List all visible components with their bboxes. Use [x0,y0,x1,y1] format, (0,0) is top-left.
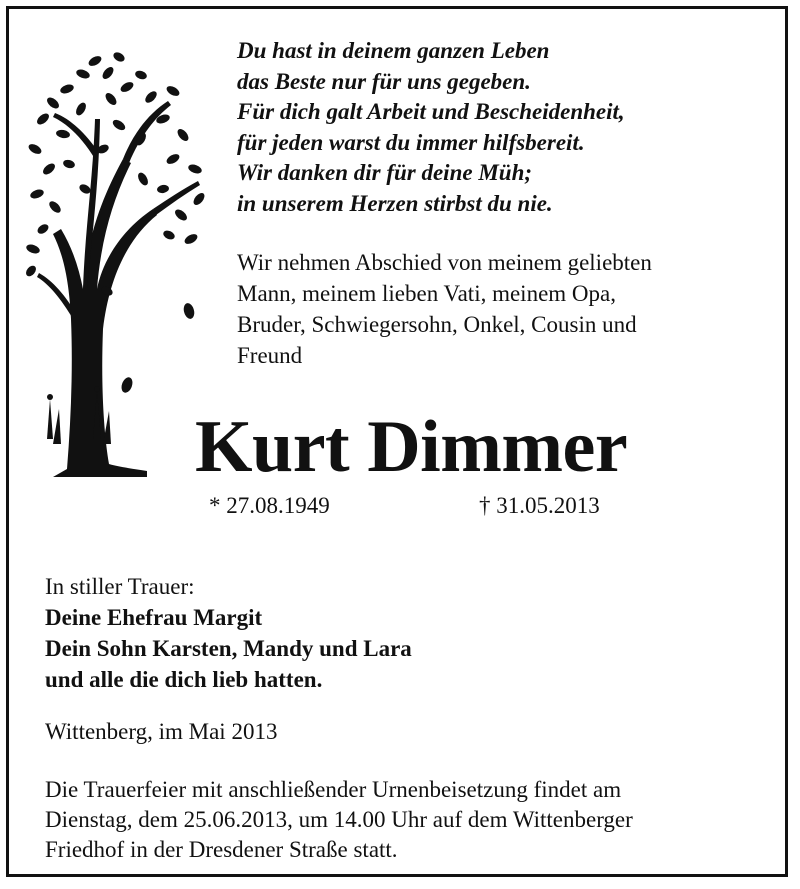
poem-line: für jeden warst du immer hilfsbereit. [237,129,585,155]
poem-line: Du hast in deinem ganzen Leben [237,38,550,63]
poem [237,36,777,219]
deceased-name: Kurt Dimmer [195,406,628,488]
tree-icon [23,39,213,479]
intro-line: Mann, meinem lieben Vati, meinem Opa, [237,281,616,306]
poem-line: Wir danken dir für deine Müh; [237,160,533,185]
death-date: † 31.05.2013 [479,493,600,518]
service-line: Friedhof in der Dresdener Straße statt. [45,837,398,862]
place-date: Wittenberg, im Mai 2013 [45,719,278,744]
poem-line: das Beste nur für uns gegeben. [237,68,531,94]
farewell-intro [237,247,777,371]
poem-line: in unserem Herzen stirbst du nie. [237,190,553,216]
intro-line: Wir nehmen Abschied von meinem geliebten [237,250,652,275]
intro-line: Freund [237,343,303,368]
service-line: Die Trauerfeier mit anschließender Urnenbeisetzung findet am [45,777,622,802]
intro-line: Bruder, Schwiegersohn, Onkel, Cousin und [237,312,637,337]
notice-frame [6,6,788,877]
mourners-heading: In stiller Trauer: [45,574,195,599]
birth-date: * 27.08.1949 [209,493,330,518]
service-info [45,775,633,865]
service-line: Dienstag, dem 25.06.2013, um 14.00 Uhr auf dem Wittenberger [45,807,633,832]
poem-line: Für dich galt Arbeit und Bescheidenheit, [237,99,625,124]
mourners [45,571,412,695]
mourner-line: Dein Sohn Karsten, Mandy und Lara [45,636,412,661]
mourner-line: Deine Ehefrau Margit [45,605,263,630]
mourner-line: und alle die dich lieb hatten. [45,667,323,692]
